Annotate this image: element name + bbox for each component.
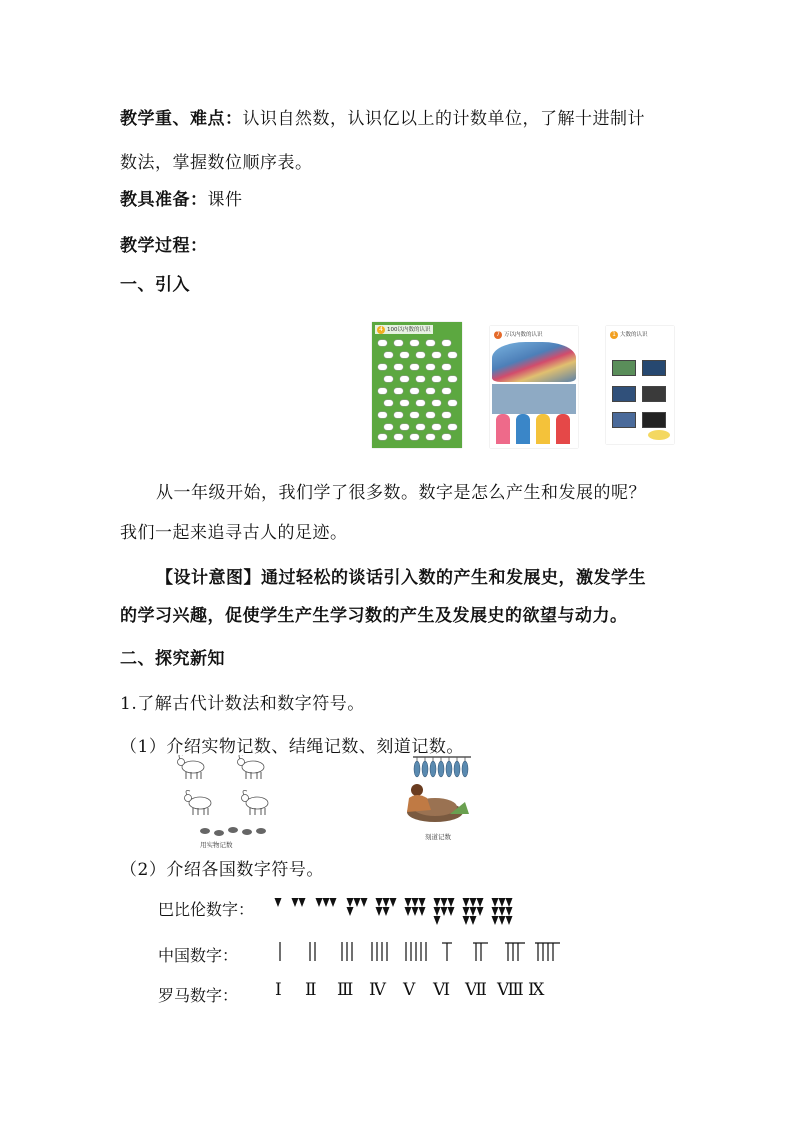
goat-icon [185, 791, 212, 816]
babylonian-numeral [316, 898, 337, 907]
sheep-icon [426, 364, 435, 370]
stone-icon [200, 828, 210, 834]
roman-numeral: Ⅳ [369, 980, 386, 1000]
chinese-rod-numeral [406, 942, 426, 961]
carving-counting-figure [395, 752, 480, 830]
sheep-icon [394, 412, 403, 418]
photo [642, 412, 666, 428]
babylonian-numerals [270, 892, 560, 932]
stone-icon [242, 829, 252, 835]
goat-icon [238, 755, 265, 779]
sheep-icon [384, 400, 393, 406]
counting-with-objects-figure [175, 755, 285, 845]
section-2-heading: 二、探究新知 [120, 649, 225, 669]
goat-icon [178, 755, 205, 779]
stone-icon [214, 830, 224, 836]
focus-label: 教学重、难点： [120, 109, 243, 129]
thumbnail-number: 4 [377, 326, 385, 334]
roman-numeral: Ⅰ [275, 980, 282, 1000]
sheep-icon [400, 352, 409, 358]
sheep-icon [416, 376, 425, 382]
photo [612, 386, 636, 402]
babylonian-numeral [463, 898, 484, 925]
photo [642, 386, 666, 402]
fish-icon [414, 757, 420, 777]
fish-icon [438, 757, 444, 777]
section-1-heading: 一、引入 [120, 275, 190, 295]
sheep-icon [384, 424, 393, 430]
babylonian-numeral [492, 898, 513, 925]
focus-text: 认识自然数，认识亿以上的计数单位，了解十进制计 [242, 109, 645, 129]
teaching-focus-line [120, 104, 645, 129]
figure-caption-objects: 用实物记数 [200, 841, 233, 849]
stone-icon [228, 827, 238, 833]
sheep-icon [410, 340, 419, 346]
fish-icon [430, 757, 436, 777]
tools-label: 教具准备： [120, 190, 208, 210]
sheep-icon [432, 424, 441, 430]
sheep-icon [426, 434, 435, 440]
intro-paragraph-continued: 我们一起来追寻古人的足迹。 [120, 523, 348, 543]
chinese-rod-numeral [342, 942, 352, 961]
chinese-rod-numeral [310, 942, 315, 961]
chinese-rod-numeral [473, 943, 488, 961]
sheep-icon [426, 340, 435, 346]
thumbnail-title: 大数的认识 [620, 332, 648, 338]
sheep-icon [394, 388, 403, 394]
roman-numerals [275, 980, 565, 1004]
hanging-fish [414, 757, 468, 777]
stone-illustrations [200, 827, 266, 836]
intro-paragraph: 从一年级开始，我们学了很多数。数字是怎么产生和发展的呢？ [156, 483, 646, 503]
roman-numeral: Ⅲ [337, 980, 354, 1000]
chinese-label: 中国数字： [158, 946, 239, 965]
thumbnail-title: 万以内数的认识 [504, 332, 543, 338]
fish-icon [454, 757, 460, 777]
child-figure [496, 414, 510, 444]
sheep-icon [416, 424, 425, 430]
sheep-icon [378, 340, 387, 346]
babylonian-numeral [405, 898, 426, 916]
stadium-image [492, 342, 576, 382]
roman-numeral: Ⅷ [497, 980, 524, 1000]
sheep-icon [394, 434, 403, 440]
sheep-icon [416, 352, 425, 358]
roman-label: 罗马数字： [158, 986, 239, 1005]
design-intent-paragraph: 【设计意图】通过轻松的谈话引入数的产生和发展史，激发学生 [156, 568, 646, 588]
sheep-icon [400, 400, 409, 406]
roman-numeral: Ⅴ [403, 980, 416, 1000]
photo [612, 412, 636, 428]
sheep-icon [416, 400, 425, 406]
sheep-icon [442, 340, 451, 346]
sheep-icon [410, 412, 419, 418]
goat-illustrations [178, 755, 269, 815]
sheep-icon [384, 376, 393, 382]
fish-icon [462, 757, 468, 777]
child-figure [556, 414, 570, 444]
sheep-icon [448, 376, 457, 382]
textbook-page-thumbnail-2 [490, 326, 578, 448]
sheep-icon [394, 340, 403, 346]
photo [642, 360, 666, 376]
sheep-icon [442, 412, 451, 418]
speech-bubble [648, 430, 670, 440]
chinese-rod-numeral [372, 942, 387, 961]
sheep-icon [410, 388, 419, 394]
photo [612, 360, 636, 376]
chinese-rod-numeral [505, 943, 525, 961]
sheep-icon [432, 400, 441, 406]
thumbnail-header [494, 330, 543, 339]
stone-icon [256, 828, 266, 834]
item-1: 1.了解古代计数法和数字符号。 [120, 694, 365, 714]
babylonian-numeral [376, 898, 397, 916]
sheep-icon [442, 364, 451, 370]
sheep-icon [426, 388, 435, 394]
sheep-icon [378, 364, 387, 370]
sheep-icon [432, 376, 441, 382]
thumbnail-header [375, 325, 433, 334]
teaching-tools-line [120, 185, 243, 210]
sheep-icon [448, 352, 457, 358]
roman-numeral: Ⅵ [433, 980, 451, 1000]
babylonian-numeral [434, 898, 455, 925]
textbook-page-thumbnail-3 [606, 326, 674, 444]
figure-caption-carving: 刻道记数 [425, 833, 451, 841]
sheep-icon [410, 364, 419, 370]
thumbnail-number: 1 [610, 331, 618, 339]
thumbnail-number: 7 [494, 331, 502, 339]
roman-numeral: Ⅸ [528, 980, 545, 1000]
tools-text: 课件 [207, 190, 243, 210]
sheep-icon [426, 412, 435, 418]
chinese-rod-numeral [535, 943, 560, 961]
babylonian-numeral [292, 898, 306, 907]
fish-icon [422, 757, 428, 777]
roman-numeral: Ⅱ [305, 980, 317, 1000]
child-figure [536, 414, 550, 444]
sheep-icon [378, 388, 387, 394]
sheep-icon [384, 352, 393, 358]
design-intent-paragraph-continued: 的学习兴趣，促使学生产生学习数的产生及发展史的欲望与动力。 [120, 606, 628, 626]
sheep-icon [394, 364, 403, 370]
goat-icon [242, 791, 269, 816]
roman-numeral: Ⅶ [465, 980, 487, 1000]
focus-text-continued: 数法，掌握数位顺序表。 [120, 153, 313, 173]
sheep-icon [378, 412, 387, 418]
sheep-icon [400, 424, 409, 430]
chinese-rod-numeral [442, 943, 452, 961]
textbook-page-thumbnail-1 [372, 322, 462, 448]
sheep-icon [442, 434, 451, 440]
thumbnail-title: 100以内数的认识 [387, 327, 431, 333]
child-figure [516, 414, 530, 444]
process-heading: 教学过程： [120, 236, 208, 256]
city-image [492, 384, 576, 414]
fish-icon [446, 757, 452, 777]
sheep-icon [448, 424, 457, 430]
sheep-icon [378, 434, 387, 440]
babylonian-numeral [275, 898, 282, 907]
sub-item-2: （2）介绍各国数字符号。 [120, 860, 324, 880]
sub-item-1: （1）介绍实物记数、结绳记数、刻道记数。 [120, 737, 464, 757]
sheep-icon [432, 352, 441, 358]
thumbnail-header [610, 330, 648, 339]
babylonian-label: 巴比伦数字： [158, 900, 255, 919]
babylonian-numeral [347, 898, 368, 916]
sheep-icon [410, 434, 419, 440]
sheep-icon [400, 376, 409, 382]
chinese-rod-numerals [270, 940, 570, 964]
sheep-icon [448, 400, 457, 406]
sheep-icon [442, 388, 451, 394]
